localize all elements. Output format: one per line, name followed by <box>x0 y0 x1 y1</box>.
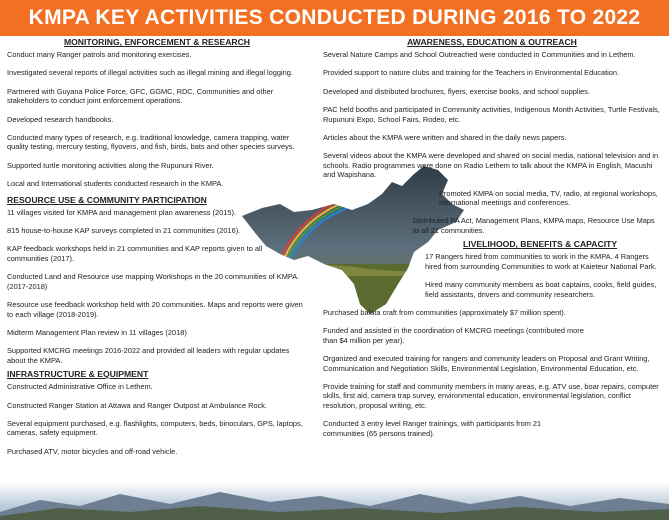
list-item: Conducted 3 entry level Ranger trainings, with participants from 21 communities (65 persons trained). <box>323 419 542 438</box>
list-item: Conduct many Ranger patrols and monitoring exercises. <box>7 50 192 59</box>
list-item: Developed research handbooks. <box>7 114 114 124</box>
list-item: Funded and assisted in the coordination of KMCRG meetings (contributed more than $4 million per year). <box>323 326 584 345</box>
list-item: Resource use feedback workshop held with 20 communities. Maps and reports were given to each village (2018-2019). <box>7 300 303 319</box>
list-item: KAP feedback workshops held in 21 communities and KAP reports given to all communities (2017). <box>7 244 263 263</box>
list-item: Partnered with Guyana Police Force, GFC, GGMC, RDC, Communities and other stakeholders to conduct joint enforcement operations. <box>7 86 274 106</box>
list-item: Developed and distributed brochures, flyers, exercise books, and school supplies. <box>323 86 591 96</box>
list-item: 11 villages visited for KMPA and management plan awareness (2015). <box>7 207 236 217</box>
list-item: Provided support to nature clubs and training for the Teachers in Environmental Education. <box>323 68 620 78</box>
list-item: Local and International students conducted research in the KMPA. <box>7 179 224 189</box>
list-item: Provide training for staff and community members in many areas, e.g. ATV use, boar repairs, computer skills, first aid, camera trap survey, environmental education, environmental legislation, conflict resolution, proposal writing, etc. <box>323 381 659 410</box>
list-item: 17 Rangers hired from communities to work in the KMPA. 4 Rangers hired from surrounding Communities to work at Kaieteur National Park. <box>425 252 657 271</box>
list-item: Several videos about the KMPA were developed and shared on social media, national television and in schools. Radio programmes were done on Radio Lethem to talk about the KMPA in English, Macushi and Wapishana. <box>323 151 659 180</box>
list-item: Investigated several reports of illegal activities such as illegal mining and illegal logging. <box>7 68 293 78</box>
list-item: Articles about the KMPA were written and shared in the daily news papers. <box>323 133 567 143</box>
list-item: Organized and executed training for rangers and community leaders on Proposal and Grant Writing, Communication and Negotiation Skills, Environmental Legislation, Environmental Education, etc. <box>323 354 650 373</box>
infrastructure-heading: INFRASTRUCTURE & EQUIPMENT <box>7 369 149 380</box>
list-item: Purchased ATV, motor bicycles and off-road vehicle. <box>7 446 178 456</box>
list-item: Constructed Administrative Office in Lethem. <box>7 382 153 392</box>
list-item: 815 house-to-house KAP surveys completed in 21 communities (2016). <box>7 226 241 236</box>
list-item: Constructed Ranger Station at Attawa and Ranger Outpost at Ambulance Rock. <box>7 400 268 410</box>
list-item: Purchased balata craft from communities (approximately $7 million spent). <box>323 307 566 317</box>
livelihood-heading: LIVELIHOOD, BENEFITS & CAPACITY <box>463 239 618 250</box>
list-item: Several Nature Camps and School Outreached were conducted in Communities and in Lethem. <box>323 50 636 59</box>
page-title: KMPA KEY ACTIVITIES CONDUCTED DURING 2016 TO 2022 <box>28 6 641 29</box>
list-item: Several equipment purchased, e.g. flashlights, computers, beds, binoculars, GPS, laptops, cameras, safety equipment. <box>7 418 303 438</box>
list-item: Hired many community members as boat captains, cooks, field guides, field assistants, drivers and community researchers. <box>425 280 657 299</box>
list-item: Supported KMCRG meetings 2016-2022 and provided all leaders with regular updates about the KMPA. <box>7 346 290 365</box>
landscape-photo <box>0 482 669 520</box>
monitoring-heading: MONITORING, ENFORCEMENT & RESEARCH <box>63 37 251 47</box>
list-item: PAC held booths and participated in Community activities, Indigenous Month Activities, Turtle Festivals, Rupununi Expo, School Fairs, Rodeo, etc. <box>323 105 660 124</box>
list-item: Midterm Management Plan review in 11 villages (2018) <box>7 327 187 337</box>
list-item: Promoted KMPA on social media, TV, radio, at regional workshops, international meetings and conferences. <box>439 188 658 208</box>
list-item: Conducted many types of research, e.g. traditional knowledge, camera trapping, water quality testing, mercury testing, flyovers, and fish, birds, bats and other species surveys. <box>7 133 295 152</box>
list-item: Distributed PA Act, Management Plans, KMPA maps, Resource Use Maps to all 21 communities. <box>413 216 655 235</box>
resource-heading: RESOURCE USE & COMMUNITY PARTICIPATION <box>7 194 207 205</box>
right-column <box>323 37 661 447</box>
awareness-heading: AWARENESS, EDUCATION & OUTREACH <box>407 37 577 47</box>
left-column <box>7 37 307 465</box>
list-item: Conducted Land and Resource use mapping Workshops in the 20 communities of KMPA. (2017-2018) <box>7 272 300 291</box>
list-item: Supported turtle monitoring activities along the Rupununi River. <box>7 160 214 170</box>
